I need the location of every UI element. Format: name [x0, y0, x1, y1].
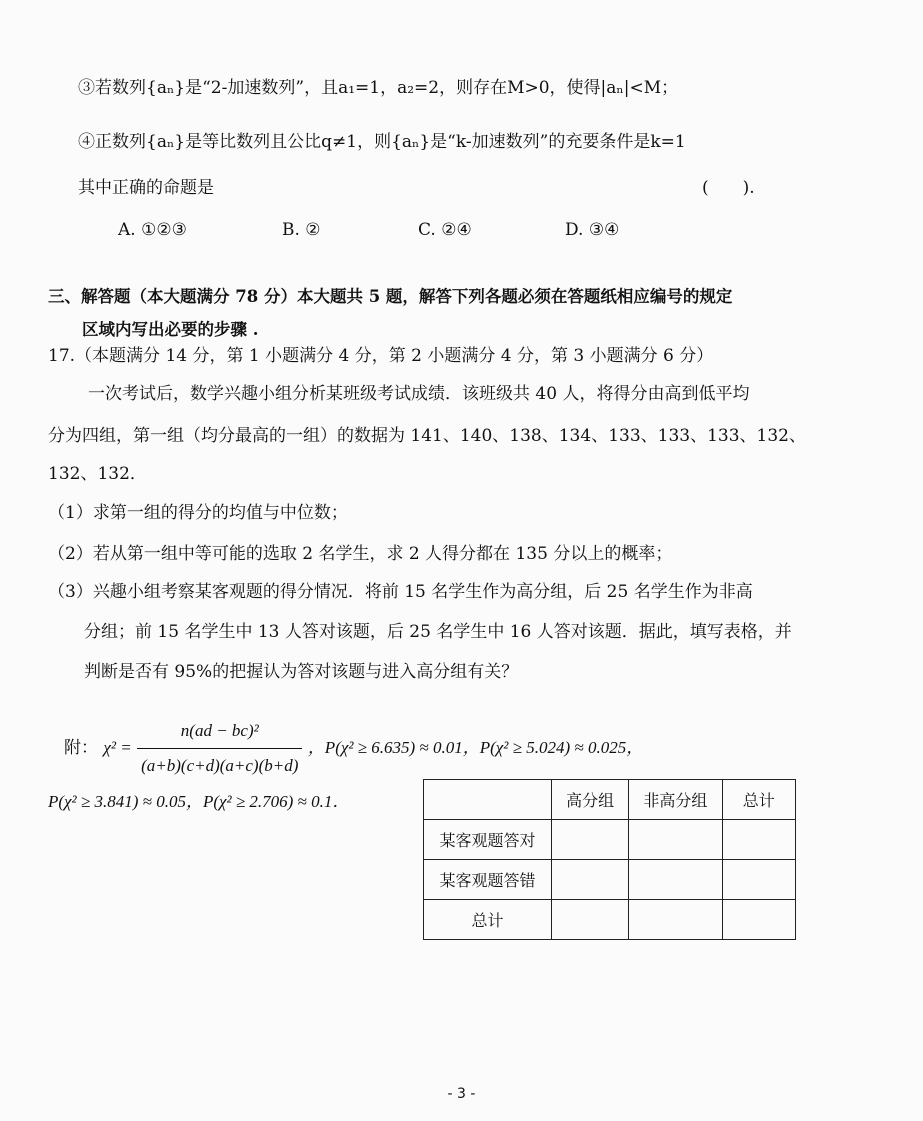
table-cell[interactable] — [629, 860, 722, 900]
table-header-cell: 非高分组 — [629, 780, 722, 820]
table-cell[interactable] — [551, 860, 628, 900]
question-prompt: 其中正确的命题是 — [78, 178, 214, 198]
option-b: B. ② — [282, 220, 321, 240]
answer-parentheses: ( ). — [702, 178, 755, 198]
table-row — [424, 900, 796, 940]
table-cell[interactable] — [551, 820, 628, 860]
table-header-cell: 高分组 — [551, 780, 628, 820]
table-cell[interactable] — [722, 820, 795, 860]
sub-question-3-cont: 判断是否有 95%的把握认为答对该题与进入高分组有关？ — [84, 662, 519, 682]
table-cell[interactable] — [629, 820, 722, 860]
fraction-denominator: (a+b)(c+d)(a+c)(b+d) — [141, 756, 299, 775]
section-title-cont: 区域内写出必要的步骤 . — [82, 320, 259, 339]
table-row — [424, 860, 796, 900]
sub-question-3: （3）兴趣小组考察某客观题的得分情况．将前 15 名学生作为高分组，后 25 名学生作为非高 — [48, 582, 753, 602]
table-cell[interactable] — [551, 900, 628, 940]
option-a: A. ①②③ — [118, 220, 187, 240]
option-d: D. ③④ — [565, 220, 620, 240]
section-title: 三、解答题（本大题满分 78 分）本大题共 5 题，解答下列各题必须在答题纸相应编号的规定 — [48, 287, 733, 306]
problem-17-text: 分为四组，第一组（均分最高的一组）的数据为 141、140、138、134、133、133、133、132、 — [48, 426, 806, 446]
chi-square-lhs: χ² = — [103, 738, 132, 757]
critical-values-2: P(χ² ≥ 3.841) ≈ 0.05，P(χ² ≥ 2.706) ≈ 0.1． — [48, 792, 350, 811]
appendix-label: 附： — [64, 738, 98, 758]
contingency-table — [423, 779, 796, 940]
appendix-formula — [64, 716, 643, 781]
table-row — [424, 820, 796, 860]
table-header-cell: 总计 — [722, 780, 795, 820]
problem-17-text: 一次考试后，数学兴趣小组分析某班级考试成绩．该班级共 40 人，将得分由高到低平均 — [88, 384, 750, 404]
table-cell[interactable] — [722, 860, 795, 900]
table-cell[interactable] — [722, 900, 795, 940]
table-cell[interactable] — [629, 900, 722, 940]
page-number: - 3 - — [447, 1086, 476, 1102]
fraction-numerator: n(ad − bc)² — [137, 716, 302, 749]
statement-3: ③若数列{aₙ}是“2-加速数列”，且a₁=1，a₂=2，则存在M>0，使得|aₙ|<M； — [78, 78, 679, 98]
sub-question-1: （1）求第一组的得分的均值与中位数； — [48, 503, 348, 523]
table-row-label: 某客观题答错 — [424, 860, 552, 900]
statement-4: ④正数列{aₙ}是等比数列且公比q≠1，则{aₙ}是“k-加速数列”的充要条件是k=1 — [78, 132, 686, 152]
sub-question-2: （2）若从第一组中等可能的选取 2 名学生，求 2 人得分都在 135 分以上的概率； — [48, 544, 673, 564]
problem-17-text: 132、132． — [48, 464, 147, 484]
critical-values-1: ，P(χ² ≥ 6.635) ≈ 0.01，P(χ² ≥ 5.024) ≈ 0.025， — [307, 738, 644, 757]
problem-17-header: 17.（本题满分 14 分，第 1 小题满分 4 分，第 2 小题满分 4 分，第 3 小题满分 6 分） — [48, 346, 714, 366]
table-row-label: 某客观题答对 — [424, 820, 552, 860]
chi-square-fraction — [137, 716, 302, 781]
option-c: C. ②④ — [418, 220, 472, 240]
table-header-row — [424, 780, 796, 820]
sub-question-3-cont: 分组；前 15 名学生中 13 人答对该题，后 25 名学生中 16 人答对该题．据此，填写表格，并 — [84, 622, 792, 642]
table-row-label: 总计 — [424, 900, 552, 940]
table-header-cell — [424, 780, 552, 820]
